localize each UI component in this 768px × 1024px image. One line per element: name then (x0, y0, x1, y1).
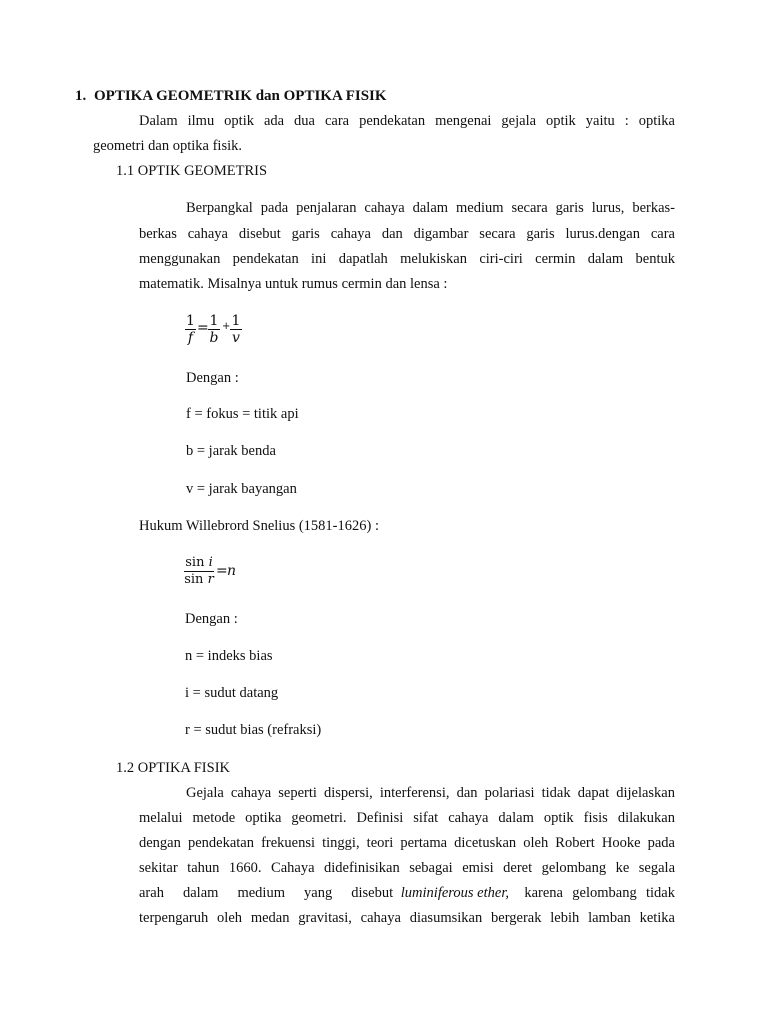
line-5-end: karena gelombang tidak (515, 885, 675, 901)
line-5-start: arah dalam medium yang disebut (139, 885, 397, 901)
fraction-sin-i-over-sin-r (184, 555, 214, 588)
section-1-1-para-line-2: berkas cahaya disebut garis cahaya dan digambar secara garis lurus.dengan cara (139, 226, 675, 242)
variable-r: r (207, 572, 214, 587)
section-1-2-para-line-6: terpengaruh oleh medan gravitasi, cahaya diasumsikan bergerak lebih lamban ketika (139, 910, 675, 926)
fraction-numerator: 1 (231, 313, 241, 329)
fraction-denominator: f (187, 330, 194, 346)
fraction-denominator: b (209, 330, 219, 346)
section-1-2-para-line-1: Gejala cahaya seperti dispersi, interferensi, dan polariasi tidak dapat dijelaskan (186, 785, 675, 801)
definition-b: b = jarak benda (186, 443, 276, 459)
page-title: OPTIKA GEOMETRIK dan OPTIKA FISIK (94, 88, 387, 104)
definition-r: r = sudut bias (refraksi) (185, 722, 322, 738)
dengan-label-2: Dengan : (185, 611, 238, 627)
definition-n: n = indeks bias (185, 648, 273, 664)
section-1-2-para-line-4: sekitar tahun 1660. Cahaya didefinisikan sebagai emisi deret gelombang ke segala (139, 860, 675, 876)
sin-function: sin (185, 555, 209, 570)
section-1-1-para-line-4: matematik. Misalnya untuk rumus cermin dan lensa : (139, 276, 448, 292)
plus-sign: + (222, 321, 231, 332)
dengan-label-1: Dengan : (186, 370, 239, 386)
equals-sign: = (216, 563, 228, 579)
section-1-2-para-line-3: dengan pendekatan frekuensi tinggi, teori pertama dicetuskan oleh Robert Hooke pada (139, 835, 675, 851)
section-1-2-title: 1.2 OPTIKA FISIK (116, 760, 230, 776)
section-1-1-title: 1.1 OPTIK GEOMETRIS (116, 163, 268, 179)
intro-line-1: Dalam ilmu optik ada dua cara pendekatan mengenai gejala optik yaitu : optika (139, 113, 675, 129)
definition-i: i = sudut datang (185, 685, 279, 701)
fraction-1-over-b (208, 313, 220, 346)
fraction-1-over-v (230, 313, 242, 346)
variable-n: n (227, 563, 237, 579)
heading-number: 1. (75, 88, 87, 104)
fraction-numerator: 1 (209, 313, 219, 329)
sin-function: sin (184, 572, 208, 587)
luminiferous-ether-term: luminiferous ether, (400, 885, 509, 901)
section-1-1-para-line-1: Berpangkal pada penjalaran cahaya dalam medium secara garis lurus, berkas- (186, 200, 675, 216)
fraction-denominator (184, 572, 214, 588)
fraction-numerator: 1 (186, 313, 195, 329)
definition-v: v = jarak bayangan (186, 481, 297, 497)
fraction-denominator: v (232, 330, 240, 346)
snell-law-label: Hukum Willebrord Snelius (1581-1626) : (139, 518, 379, 534)
fraction-numerator (184, 555, 214, 571)
definition-f: f = fokus = titik api (186, 406, 299, 422)
fraction-1-over-f (185, 313, 196, 346)
equals-sign: = (197, 320, 209, 336)
section-1-2-para-line-5 (139, 885, 675, 902)
section-1-2-para-line-2: melalui metode optika geometri. Definisi sifat cahaya dalam optik fisis dilakukan (139, 810, 675, 826)
intro-line-2: geometri dan optika fisik. (93, 138, 242, 154)
section-1-1-para-line-3: menggunakan pendekatan ini dapatlah melukiskan ciri-ciri cermin dalam bentuk (139, 251, 675, 267)
variable-i: i (208, 555, 213, 570)
